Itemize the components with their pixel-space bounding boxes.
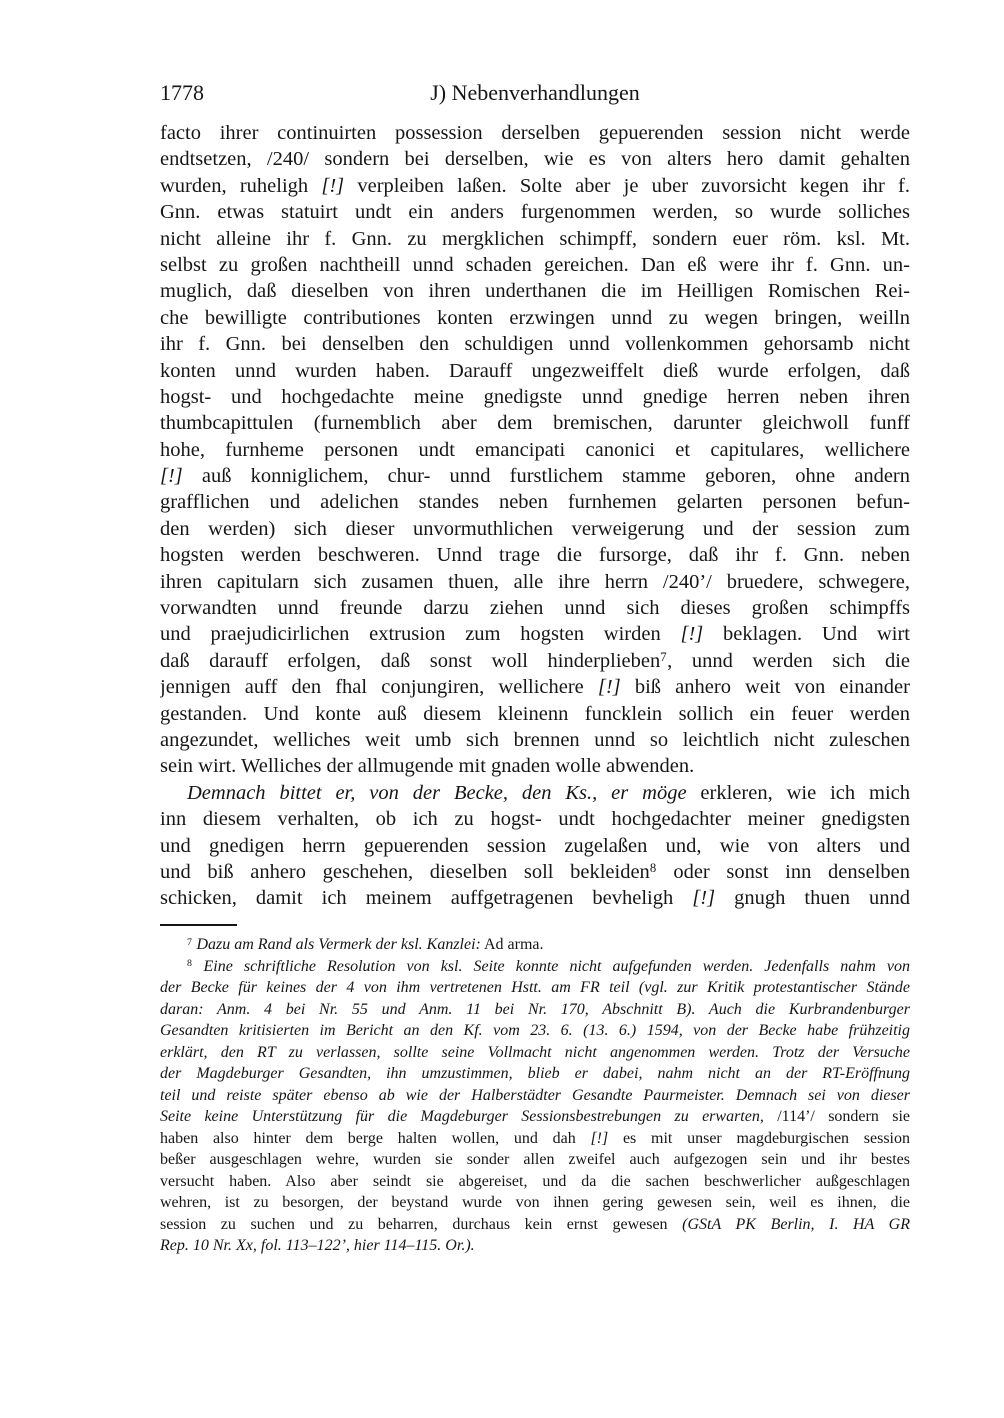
text-run: auß konniglichem, chur- unnd furstlichem stamme geboren, ohne andern [182, 465, 910, 488]
text-line [160, 977, 910, 999]
text-line [160, 1063, 910, 1085]
text-line [160, 727, 910, 753]
text-run: jennigen auff den fhal conjungiren, wellichere [160, 676, 598, 699]
text-line [160, 595, 910, 621]
text-run: haben also hinter dem berge halten wollen, und dah [160, 1129, 591, 1147]
text-line [160, 305, 910, 331]
text-run: Demnach bittet er, von der Becke, den Ks., er möge [187, 781, 687, 804]
text-run: Seite keine Unterstützung für die Magdeburger Sessionsbestrebungen zu erwarten, [160, 1108, 764, 1125]
text-line [160, 1149, 910, 1171]
text-line [160, 806, 910, 832]
paragraph-2 [160, 780, 910, 912]
text-line [160, 146, 910, 172]
text-run: inn diesem verhalten, ob ich zu hogst- undt hochgedachter meiner gnedigsten [160, 808, 910, 831]
text-run: es mit unser magdeburgischen session [608, 1129, 910, 1147]
text-line [160, 621, 910, 647]
text-line [160, 331, 910, 357]
text-line [160, 1106, 910, 1128]
footnote-ref: 8 [187, 958, 193, 970]
text-line [160, 701, 910, 727]
footnote-separator [160, 924, 237, 926]
text-run: beklagen. Und wirt [703, 623, 910, 646]
text-line [160, 384, 910, 410]
text-run: vorwandten unnd freunde darzu ziehen unnd sich dieses großen schimpffs [160, 597, 910, 620]
footnote-7 [160, 934, 910, 956]
text-run: und gnedigen herrn gepuerenden session zugelaßen und, wie von alters und [160, 834, 910, 857]
text-run: endtsetzen, /240/ sondern bei derselben, wie es von alters hero damit gehalten [160, 148, 910, 171]
text-line [160, 674, 910, 700]
footnote-ref: 7 [660, 650, 668, 665]
text-run: Eine schriftliche Resolution von ksl. Seite konnte nicht aufgefunden werden. Jedenfalls nahm von [192, 957, 910, 975]
text-run: nicht alleine ihr f. Gnn. zu mergklichen schimpff, sondern euer röm. ksl. Mt. [160, 227, 910, 250]
text-run: facto ihrer continuirten possession derselben gepuerenden session nicht werde [160, 122, 910, 144]
text-run: /114’/ sondern sie [763, 1108, 910, 1125]
text-line [160, 934, 910, 956]
text-run: daran: Anm. 4 bei Nr. 55 und Anm. 11 bei Nr. 170, Abschnitt B). Auch die Kurbrandenburger [160, 1000, 910, 1018]
text-line [160, 1085, 910, 1107]
text-run: beßer ausgeschlagen wehre, wurden sie sonder allen zweifel auch aufgezogen sein und ihr bestes [160, 1151, 910, 1168]
text-run: muglich, daß dieselben von ihren underthanen die im Heilligen Romischen Rei- [160, 280, 910, 303]
text-run: der Magdeburger Gesandten, ihn umzustimmen, blieb er dabei, nahm nicht an der RT-Eröffnung [160, 1065, 910, 1082]
text-run: [!] [597, 676, 621, 699]
text-run: (GStA PK Berlin, I. HA GR [682, 1215, 910, 1233]
text-run: und biß anhero geschehen, dieselben soll bekleiden [160, 860, 650, 883]
text-run: biß anhero weit von einander [620, 676, 910, 699]
text-run: [!] [692, 887, 716, 910]
text-run: daß darauff erfolgen, daß sonst woll hinderplieben [160, 649, 661, 672]
text-run: erklärt, den RT zu verlassen, sollte seine Vollmacht nicht angenommen werden. Trotz der Versuche [160, 1043, 910, 1061]
text-run: ihren capitularn sich zusamen thuen, alle ihre herrn /240’/ bruedere, schwegere, [160, 570, 910, 593]
text-run: [!] [680, 623, 704, 646]
text-run: gnugh thuen unnd [715, 887, 910, 910]
text-line [160, 885, 910, 911]
text-run: selbst zu großen nachtheill unnd schaden gereichen. Dan eß were ihr f. Gnn. un- [160, 253, 910, 276]
body-text [160, 120, 910, 912]
text-line [160, 1214, 910, 1236]
text-line [160, 516, 910, 542]
footnote-8 [160, 956, 910, 1257]
page-number: 1778 [160, 80, 204, 105]
text-line [160, 1128, 910, 1150]
text-run: teil und reiste später ebenso ab wie der Halberstädter Gesandte Paurmeister. Demnach sei von dieser [160, 1086, 910, 1104]
text-line [160, 410, 910, 436]
text-line [160, 780, 910, 806]
text-line [160, 252, 910, 278]
text-line [160, 1020, 910, 1042]
text-line [160, 956, 910, 978]
text-line [160, 1042, 910, 1064]
footnote-ref: 8 [649, 861, 657, 876]
text-line [160, 120, 910, 146]
text-run: grafflichen und adelichen standes neben furnhemen gelarten personen befun- [160, 491, 910, 514]
text-line [160, 173, 910, 199]
footnotes [160, 934, 910, 1257]
text-run: oder sonst inn denselben [656, 860, 910, 883]
text-run: sein wirt. Welliches der allmugende mit gnaden wolle abwenden. [160, 755, 695, 778]
text-line [160, 199, 910, 225]
text-line [160, 648, 910, 674]
text-run: thumbcapittulen (furnemblich aber dem bremischen, darunter gleichwoll funff [160, 412, 910, 435]
text-run: erkleren, wie ich mich [686, 781, 910, 804]
text-run: ihr f. Gnn. bei denselben den schuldigen unnd vollenkommen gehorsamb nicht [160, 333, 910, 356]
text-run: [!] [321, 174, 345, 197]
text-run: verpleiben laßen. Solte aber je uber zuvorsicht kegen ihr f. [344, 174, 910, 197]
text-line [160, 1235, 910, 1257]
text-run: , unnd werden sich die [667, 649, 910, 672]
text-line [160, 437, 910, 463]
page-header [160, 79, 910, 106]
text-line [160, 569, 910, 595]
text-run: Gnn. etwas statuirt undt ein anders furgenommen werden, so wurde solliches [160, 201, 910, 224]
text-line [160, 358, 910, 384]
text-run: und praejudicirlichen extrusion zum hogsten wirden [160, 623, 681, 646]
paragraph-1 [160, 120, 910, 780]
text-run: Ad arma. [480, 936, 544, 953]
text-run: wurden, ruheligh [160, 174, 322, 197]
text-run: hogst- und hochgedachte meine gnedigste unnd gnedige herren neben ihren [160, 385, 910, 408]
text-run: session zu suchen und zu beharren, durchaus kein ernst gewesen [160, 1215, 683, 1233]
text-run: Dazu am Rand als Vermerk der ksl. Kanzlei: [192, 936, 481, 953]
text-line [160, 1171, 910, 1193]
text-line [160, 833, 910, 859]
text-line [160, 1192, 910, 1214]
running-head: J) Nebenverhandlungen [430, 80, 640, 105]
text-run: [!] [160, 465, 183, 488]
footnote-ref: 7 [187, 936, 193, 948]
text-run: hogsten werden beschweren. Unnd trage die fursorge, daß ihr f. Gnn. neben [160, 544, 910, 567]
text-line [160, 489, 910, 515]
text-run: versucht haben. Also aber seindt sie abgereiset, und da die sachen beschwerlicher außgeschlagen [160, 1172, 910, 1190]
text-run: schicken, damit ich meinem auffgetragenen bevheligh [160, 887, 693, 910]
text-line [160, 859, 910, 885]
text-run: den werden) sich dieser unvormuthlichen verweigerung und der session zum [160, 517, 910, 540]
text-line [160, 463, 910, 489]
text-run: konten unnd wurden haben. Darauff ungezweiffelt dieß wurde erfolgen, daß [160, 359, 910, 382]
text-line [160, 278, 910, 304]
text-line [160, 999, 910, 1021]
text-line [160, 542, 910, 568]
text-run: Rep. 10 Nr. Xx, fol. 113–122’, hier 114–115. Or.). [160, 1237, 475, 1254]
text-run: angezundet, welliches weit umb sich brennen unnd so leichtlich nicht zuleschen [160, 728, 910, 751]
text-run: der Becke für keines der 4 von ihm vertretenen Hstt. am FR teil (vgl. zur Kritik protestantischer Stände [160, 979, 910, 996]
text-run: che bewilligte contributiones konten erzwingen unnd zu wegen bringen, weilln [160, 306, 910, 329]
text-line [160, 753, 910, 779]
text-line [160, 226, 910, 252]
text-run: Gesandten kritisierten im Bericht an den Kf. vom 23. 6. (13. 6.) 1594, von der Becke habe frühzeitig [160, 1022, 910, 1039]
text-run: hohe, furnheme personen undt emancipati canonici et capitulares, wellichere [160, 438, 910, 461]
text-run: [!] [590, 1129, 609, 1147]
text-run: gestanden. Und konte auß diesem kleinenn funcklein sollich ein feuer werden [160, 702, 910, 725]
text-run: wehren, ist zu besorgen, der beystand wurde von ihnen gering gewesen sein, weil es ihnen, die [160, 1194, 910, 1211]
